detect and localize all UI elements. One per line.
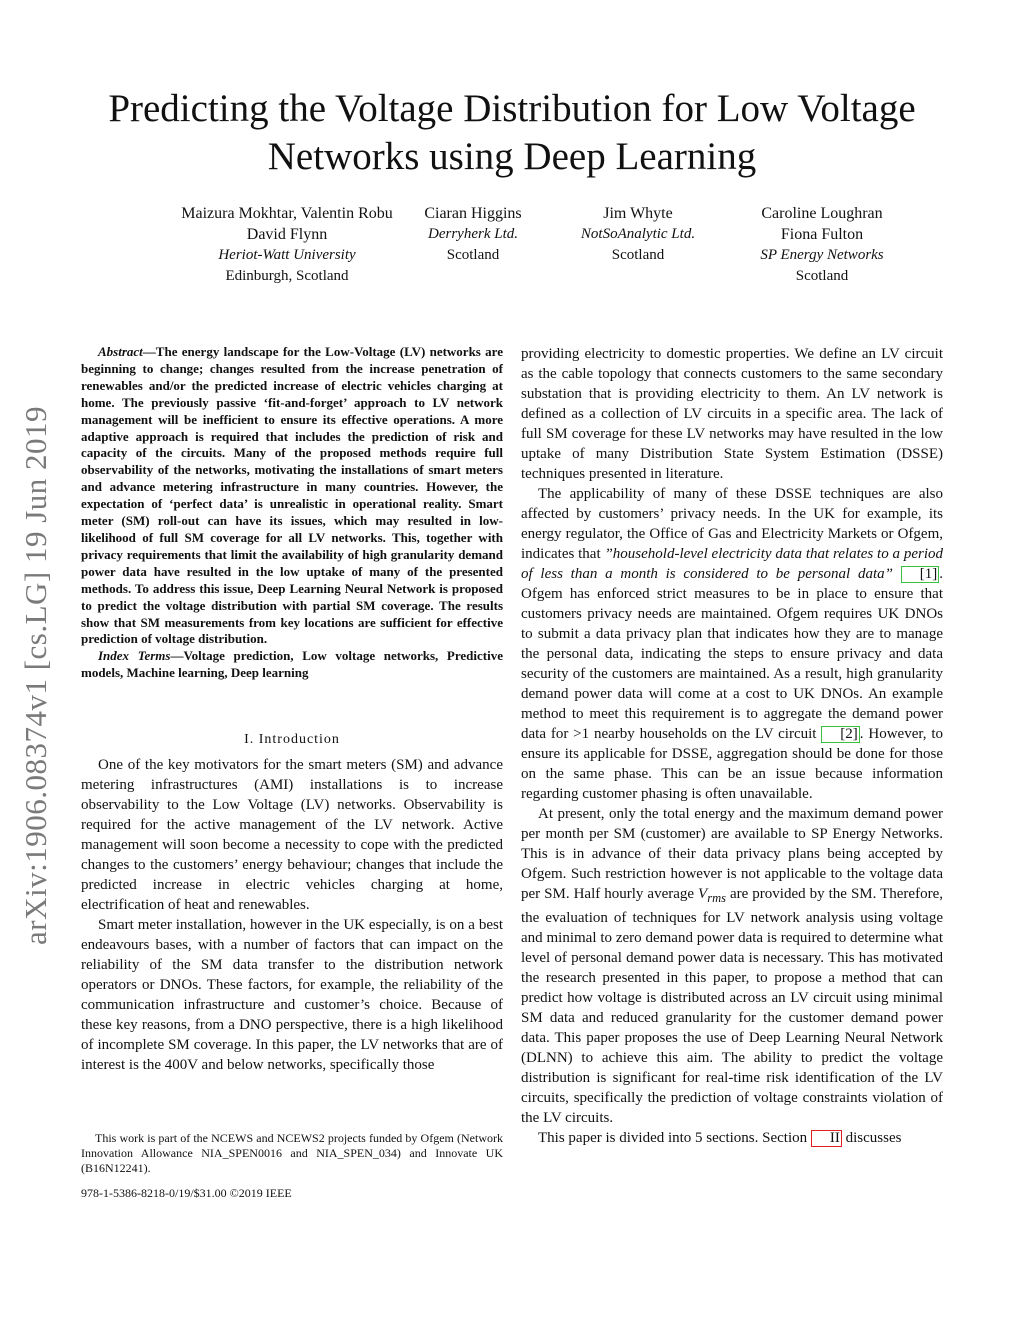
author-names: Caroline Loughran <box>761 205 883 222</box>
text-span: This paper is divided into 5 sections. Section <box>538 1130 811 1146</box>
author-block-2 <box>400 203 546 266</box>
math-subscript: rms <box>707 891 726 905</box>
right-column <box>521 344 943 1148</box>
author-location: Scotland <box>795 268 849 284</box>
author-names: Jim Whyte <box>603 205 673 222</box>
quote-text: ”household-level electricity data that relates to a period of less than a month is considered to be personal data” <box>521 546 943 582</box>
footnote-text: This work is part of the NCEWS and NCEWS2 projects funded by Ofgem (Network Innovation Allowance NIA_SPEN0016 and NIA_SPEN_034) and Innovate UK (B16N12241). <box>81 1131 503 1175</box>
citation-link[interactable]: [1] <box>901 566 940 583</box>
paragraph: One of the key motivators for the smart meters (SM) and advance metering infrastructures (AMI) installations is to increase observability to the Low Voltage (LV) networks. Observability is required for the active management of the LV network. Active management will soon become a necessity to cope with the predicted changes to the customers’ energy behaviour; changes that include the predicted increase in electric vehicles charging at home, electrification of heat and renewables. <box>81 757 503 913</box>
index-terms-label: Index Terms <box>98 648 171 664</box>
text-span: . Ofgem has enforced strict measures to be in place to ensure that customers privacy needs are maintained. Ofgem requires UK DNOs to submit a data privacy plan that indicates how they are to manage the personal data, indicating the steps to ensure privacy and data security of the customers are maintained. As a result, high granularity demand power data will come at a cost to UK DNOs. An example method to meet this requirement is to aggregate the demand power data for >1 nearby households on the LV circuit <box>521 566 944 742</box>
paragraph <box>521 804 943 1128</box>
paragraph <box>521 1128 943 1148</box>
section-heading: I. Introduction <box>244 732 340 747</box>
title-line-2: Networks using Deep Learning <box>267 135 757 178</box>
text-span: discusses <box>841 1130 902 1146</box>
author-names: Fiona Fulton <box>780 226 864 243</box>
author-block-3 <box>560 203 716 266</box>
author-location: Scotland <box>611 247 665 263</box>
author-affiliation: Heriot-Watt University <box>218 247 356 263</box>
author-location: Scotland <box>446 247 500 263</box>
index-terms-text: —Voltage prediction, Low voltage networks, Predictive models, Machine learning, Deep learning <box>81 648 503 681</box>
introduction-body <box>81 755 503 1075</box>
abstract-text: —The energy landscape for the Low-Voltage (LV) networks are beginning to change; changes resulted from the increase penetration of renewables and/or the predicted increase of electric vehicles charging at home. The previously passive ‘fit-and-forget’ approach to LV network management will be inefficient to ensure its effective operations. A more adaptive approach is required that includes the prediction of risk and capacity of the circuits. Many of the proposed methods require full observability of the networks, motivating the installations of smart meters and advance metering infrastructure in many countries. However, the expectation of ‘perfect data’ is unrealistic in operational reality. Smart meter (SM) roll-out can have its issues, which may resulted in low-likelihood of full SM coverage for all LV networks. This, together with privacy requirements that limit the availability of high granularity demand power data have resulted in the low uptake of many of the presented methods. To address this issue, Deep Learning Neural Network is proposed to predict the voltage distribution with partial SM coverage. The results show that SM measurements from key locations are sufficient for effective prediction of voltage distribution. <box>81 344 503 647</box>
text-span: At present, only the total energy and the maximum demand power per month per SM (customer) are available to SP Energy Networks. This is in advance of their data privacy plans being accepted by Ofgem. Such restriction however is not applicable to the voltage data per SM. Half hourly average <box>521 806 943 902</box>
citation-link[interactable]: [2] <box>821 726 860 743</box>
author-location: Edinburgh, Scotland <box>225 268 349 284</box>
author-names: Ciaran Higgins <box>424 205 522 222</box>
text-span: The applicability of many of these DSSE techniques are also affected by customers’ privacy needs. In the UK for example, its energy regulator, the Office of Gas and Electricity Markets or Ofgem, indicates that <box>521 486 943 562</box>
math-symbol: V <box>698 886 708 902</box>
section-reference-link[interactable]: II <box>811 1130 842 1147</box>
author-affiliation: NotSoAnalytic Ltd. <box>580 226 696 242</box>
abstract-label: Abstract <box>98 344 143 359</box>
author-names: Maizura Mokhtar, Valentin Robu <box>181 205 393 222</box>
title-line-1: Predicting the Voltage Distribution for Low Voltage <box>108 87 916 130</box>
author-names: David Flynn <box>246 226 328 243</box>
text-span: are provided by the SM. Therefore, the evaluation of techniques for LV network analysis using voltage and minimal to zero demand power data is required to determine what level of personal demand power data is necessary. This has motivated the research presented in this paper, to propose a method that can predict how voltage is distributed across an LV circuit using minimal SM data and reduced granularity for the customer demand power data. This paper proposes the use of Deep Learning Neural Network (DLNN) to achieve this aim. The ability to predict the voltage distribution is significant for real-time risk identification of the LV circuits, specifically the prediction of voltage constraints violation of the LV circuits. <box>521 886 943 1126</box>
copyright-line: 978-1-5386-8218-0/19/$31.00 ©2019 IEEE <box>81 1186 292 1200</box>
author-affiliation: Derryherk Ltd. <box>428 226 518 242</box>
paragraph: providing electricity to domestic properties. We define an LV circuit as the cable topology that connects customers to the same secondary substation that is providing electricity to them. An LV network is defined as a collection of LV circuits in a specific area. The lack of full SM coverage for these LV networks may have resulted in the low uptake of many Distribution State System Estimation (DSSE) techniques presented in literature. <box>521 346 943 482</box>
paper-title <box>40 85 984 181</box>
arxiv-identifier: arXiv:1906.08374v1 [cs.LG] 19 Jun 2019 <box>18 405 53 945</box>
footnote <box>81 1131 503 1176</box>
paragraph: Smart meter installation, however in the UK especially, is on a best endeavours bases, with a number of factors that can impact on the reliability of the SM data transfer to the distribution network operators or DNOs. These factors, for example, the reliability of the communication infrastructure and customer’s choice. Because of these key reasons, from a DNO perspective, there is a high likelihood of incomplete SM coverage. In this paper, the LV networks that are of interest is the 400V and below networks, specifically those <box>81 917 503 1073</box>
author-block-4 <box>735 203 909 287</box>
text-span: . However, to ensure its applicable for DSSE, aggregation should be done for those on the same phase. This can be an issue because information regarding customer phasing is often unavailable. <box>521 726 943 802</box>
author-affiliation: SP Energy Networks <box>760 247 884 263</box>
paragraph <box>521 484 943 804</box>
abstract <box>81 344 503 682</box>
